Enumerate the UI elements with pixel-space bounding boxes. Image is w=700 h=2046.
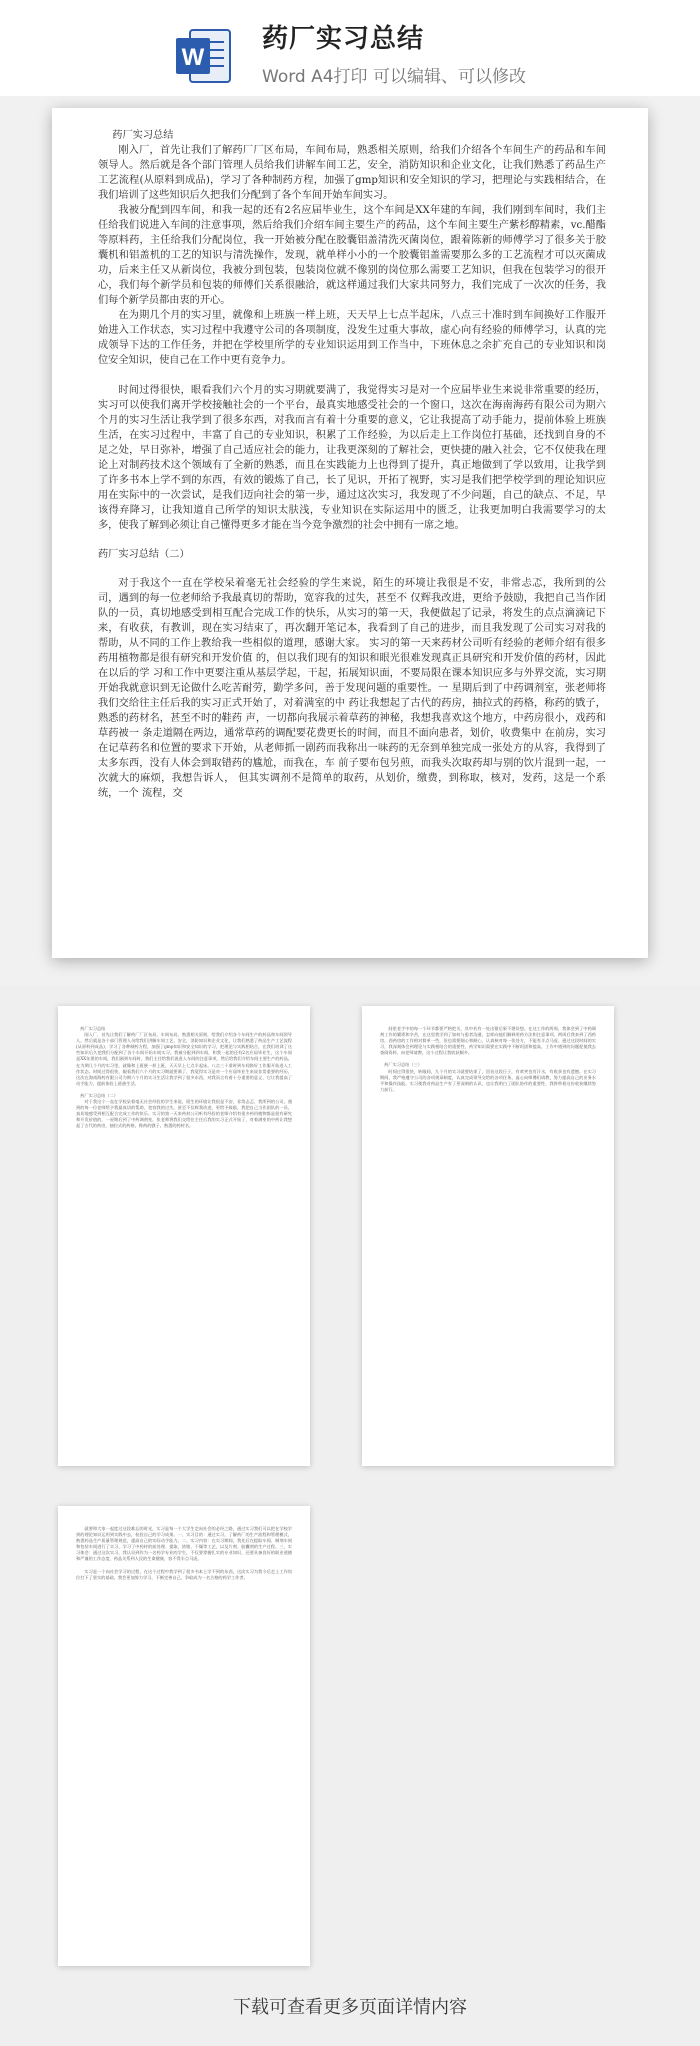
- page-title: 药厂实习总结: [262, 24, 425, 54]
- download-more-link[interactable]: 下载可查看更多页面详情内容: [0, 1986, 700, 2046]
- thumbnail-heading: 药厂实习总结: [80, 1026, 106, 1031]
- header: [0, 0, 700, 96]
- paragraph: 我被分配到四车间，和我一起的还有2名应届毕业生，这个车间是XX年建的车间，我们刚到车间时，我们主任给我们说进入车间的注意事项，然后给我们介绍车间主要生产的药品，这个车间主要生产紫杉醇精素，vc.醋酯等原料药，主任给我们分配岗位，我一开始被分配在胶囊铝盖清洗灭菌岗位，跟着陈新的师傅学习了很多关于胶囊机和铝盖机的工艺的知识与清洗操作，发现，就单样小小的一个胶囊铝盖需要那么多的工艺流程才可以灭菌成功，后来主任又从新岗位，我被分到包装，包装岗位就不像别的岗位那么需要工艺知识，但我在包装学习的很开心，我们每个新学员和包装的师傅们关系很融洽，就这样通过我们大家共同努力，我们完成了一次次的任务，我们每个新学员都由衷的开心。: [98, 205, 606, 306]
- paragraph: 对于我这个一直在学校呆着毫无社会经验的学生来说，陌生的环境让我很是不安，非常忐忑，我所到的公司，遇到的每一位老师给予我最真切的帮助，宽容我的过失，甚至不 仅辉我改进，更给予鼓励，我把自己当作团队的一员，真切地感受到相互配合完成工作的快乐，从实习的第一天，我便做起了记录，将发生的点点滴滴记下来，有收获，有教训，现在实习结束了，再次翻开笔记本，我看到了自己的进步，而且我发现了公司实习对我的 帮助，从不同的工作上教给我一些相似的道理，感谢大家。 实习的第一天来药材公司听有经验的老师介绍有很多药用植物都是很有研究和开发价值 的，但以我们现有的知识和眼光很难发现真正具研究和开发价值的药材，因此在以后的学 习和工作中更要注重从基层学起，干起，拓展知识面，不要局限在课本知识应多与外界交流，实习期开始我就意识到无论做什么吃苦耐劳，勤学多问，善于发现问题的重要性。一 星期后到了中药调剂室，张老师将我们交给往主任后我的实习正式开始了，对着满室的中 药让我想起了古代的药房，抽拉式的药格，称药的戥子，熟悉的药材名，甚至不时的鞋药 声，一切都向我展示着草药的神秘，我想我喜欢这个地方，中药房很小，戏药和草药被一 条走道隔在两边，通常草药的调配要花费更长的时间，而且不面向患者，划价，收费集中 在前房，实习在记草药名和位置的要求下开始，从老师抓一剧药而我称出一味药的无奈到单独完成一张处方的从容，我得到了太多东西，没有人体会到取错药的尴尬，而我在，车 前子要布包另煎，而我头次取药却与别的饮片混到一起，一次就大的麻烦，我想告诉人， 但其实调剂不是简单的取药，从划价，缴费，到称取，核对，发药，这是一个系统，一个 流程，交: [98, 578, 606, 799]
- document-body: [98, 128, 606, 801]
- thumbnail-heading: 药厂实习总结（二）: [80, 1092, 118, 1098]
- section-heading: 药厂实习总结（二）: [98, 549, 190, 560]
- page-thumbnail-2[interactable]: [362, 1006, 614, 1466]
- page-thumbnail-1[interactable]: [58, 1006, 310, 1466]
- thumbnail-text: 刚入厂，首先让我们了解药厂厂区布局，车间布局，熟悉相关原则，给我们介绍各个车间生产的药品和车间领导人。然后就是各个部门管理人员给我们讲解车间工艺，安全，消防知识和企业文化，让我们熟悉了药品生产工艺流程(从原料到成品)，学习了各种制药方程，加强了gmp知识和安全知识的学习，把理论与实践相结合，在我们培训了这些知识后久把我们分配到了各个车间开始车间实习。我被分配到四车间，和我一起的还有2名应届毕业生，这个车间是XX年建的车间，我们刚到车间时，我们主任给我们说进入车间的注意事项，然后给我们介绍车间主要生产的药品。在为期几个月的实习里，就像和上班族一样上班，天天早上七点半起床，八点三十准时到车间换好工作服开始进入工作状态。时间过得很快，眼看我们六个月的实习期就要满了，我觉得实习是对一个应届毕业生来说非常重要的经历，这次在海南海药有限公司为期六个月的实习生活让我学到了很多东西，对我而言有着十分重要的意义，它让我提高了动手能力，提前体验上班族生活。: [76, 1032, 292, 1086]
- paragraph: 时间过得很快，眼看我们六个月的实习期就要满了，我觉得实习是对一个应届毕业生来说非常重要的经历，实习可以使我们离开学校接触社会的一个平台，最真实地感受社会的一个窗口，这次在海南海药有限公司为期六个月的实习生活让我学到了很多东西，对我而言有着十分重要的意义，它让我提高了动手能力，提前体验上班族生活，在实习过程中，丰富了自己的专业知识，积累了工作经验，为以后走上工作岗位打基础，还找到自身的不足之处，早日弥补，增强了自己适应社会的能力，让我更深刻的了解社会，更快捷的融入社会，它不仅使我在理论上对制药技术这个领域有了全新的熟悉，而且在实践能力上也得到了提升，真正地做到了学以致用，让我学到了许多书本上学不到的东西，有效的锻炼了自己，长了见识，开拓了视野，实习是我们把学校学到的理论知识应用在实际中的一次尝试，是我们迈向社会的第一步，通过这次实习，我发现了不少问题，自己的缺点、不足，早该得弃降习，让我知道自己所学的知识太肤浅，专业知识在实际运用中的匮乏，让我更加明白我需要学习的太多，使我了解到必须让自己懂得更多才能在当今竞争激烈的社会中拥有一席之地。: [98, 385, 606, 531]
- word-icon-letter: W: [181, 44, 205, 71]
- paragraph: 在为期几个月的实习里，就像和上班族一样上班，天天早上七点半起床，八点三十准时到车间换好工作服开始进入工作状态，实习过程中我遵守公司的各项制度，没发生过重大事故，虚心向有经验的师傅学习，认真的完成领导下达的工作任务，并把在学校里所学的专业知识运用到工作当中，下班休息之余扩充自己的专业知识和岗位安全知识，使自己在工作中更有竞争力。: [98, 310, 606, 366]
- thumbnail-text: 对于我这个一直在学校呆着毫无社会经验的学生来说，陌生的环境让我很是不安，非常忐忑，我所到的公司，遇到的每一位老师给予我最真切的帮助，宽容我的过失，甚至不仅辉我改进，更给予鼓励，我把自己当作团队的一员，真切地感受到相互配合完成工作的快乐。实习的第一天来药材公司听有经验的老师介绍有很多药用植物都是很有研究和开发价值的，一星期后到了中药调剂室，张老师将我们交给往主任后我的实习正式开始了，对着满室的中药让我想起了古代的药房，抽拉式的药格，称药的戥子，熟悉的药材名。: [76, 1099, 292, 1129]
- document-page[interactable]: [52, 108, 648, 958]
- thumbnail-text: 时间过得很快，转眼间，九个月的实习就要结束了，回首这段日子，有欢笑也有汗水，有收获也有遗憾。在实习期间，我严格遵守公司的各项规章制度，认真完成领导交给的各项任务，虚心向师傅们请教，努力提高自己的业务水平和操作技能。实习使我对药品生产有了更深刻的认识，也让我明白了团队协作的重要性，我将带着这份收获继续努力前行。: [380, 1068, 596, 1092]
- thumbnail-heading: 药厂实习总结（三）: [384, 1062, 422, 1068]
- page-thumbnail-3[interactable]: [58, 1506, 310, 1966]
- page-subtitle: Word A4打印 可以编辑、可以修改: [262, 67, 526, 87]
- thumbnail-text: 间里老手中的每一个环节都要严格把关，其中若有一处出错后果不堪设想。在这工作的两周，我体会到了中药调剂工作的繁琐和辛苦，在这里我学到了如何与患者沟通，怎样向他们解释用药方法和注意事项。两周后我来到了西药房，西药房的工作相对简单一些，但也需要细心和耐心，认真核对每一张处方，不能有半点马虎。通过这段时间的实习，我深刻体会到理论与实践相结合的重要性，药学知识需要在实践中不断巩固和提高，工作中遇到的问题促使我去查阅资料，向老师请教，这个过程让我收获颇多。: [380, 1026, 596, 1056]
- thumbnail-text: 实习是一个向社会学习的过程，在这个过程中我学到了很多书本上学不到的东西，这次实习为我今后走上工作岗位打下了坚实的基础，我会更加努力学习，不断完善自己，争取成为一名合格的药学工作者。: [76, 1568, 292, 1580]
- page-thumbnails: [0, 986, 700, 1986]
- thumbnail-text: 就要和大家一起度过这段难忘的时光，实习是每一个大学生走向社会的必经之路，通过实习我们可以把在学校学到的理论知识运用到实践中去，检验自己的学习成果。一、实习目的：通过实习，了解药厂的生产流程和管理模式，熟悉药品生产质量管理规范，提高自己的实际动手能力。二、实习内容：在实习期间，我先后在提取车间、制剂车间和包装车间进行了实习，学习了中药材的前处理、提取、浓缩、干燥等工艺，以及片剂、胶囊剂的生产过程。三、实习体会：通过这次实习，我认识到作为一名药学专业的学生，不仅要掌握扎实的专业知识，还要具备良好的职业道德和严谨的工作态度，药品关系到人民的生命健康，容不得半点马虎。: [76, 1526, 292, 1562]
- document-preview-area: [0, 96, 700, 986]
- document-heading: 药厂实习总结: [112, 130, 174, 141]
- paragraph: 刚入厂，首先让我们了解药厂厂区布局，车间布局，熟悉相关原则，给我们介绍各个车间生产的药品和车间领导人。然后就是各个部门管理人员给我们讲解车间工艺，安全，消防知识和企业文化，让我们熟悉了药品生产工艺流程(从原料到成品)，学习了各种制药方程，加强了gmp知识和安全知识的学习，把理论与实践相结合，在我们培训了这些知识后久把我们分配到了各个车间开始车间实习。: [98, 145, 606, 201]
- word-document-icon: [172, 24, 236, 88]
